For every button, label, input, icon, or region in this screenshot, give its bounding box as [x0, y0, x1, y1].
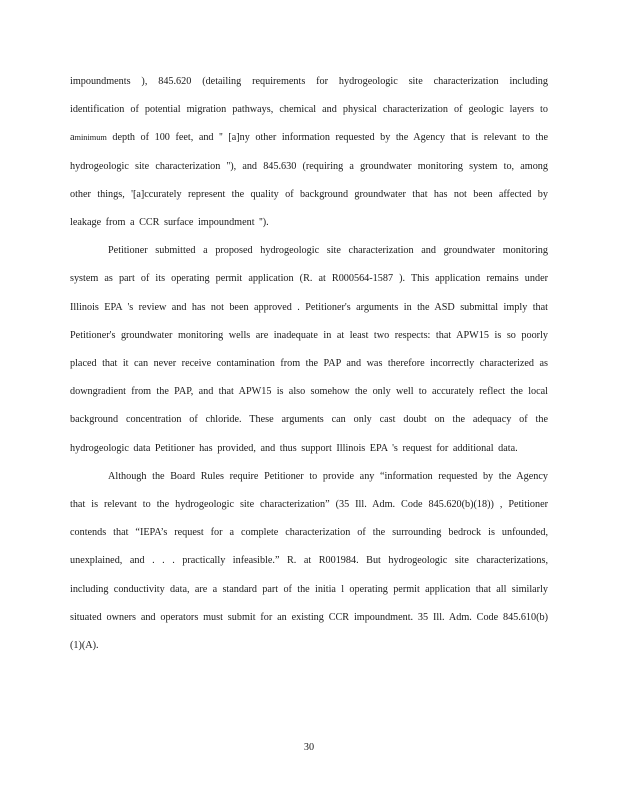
page-body: [70, 68, 548, 660]
paragraph-1-part-a: impoundments ), 845.620 (detailing requirements for hydrogeologic site characterization including identification of potential migration pathways, chemical and physical characterization of geologic layers to a: [70, 76, 548, 144]
paragraph-1-minimum-term: minimum: [74, 133, 107, 143]
paragraph-2: Petitioner submitted a proposed hydrogeologic site characterization and groundwater monitoring system as part of its operating permit application (R. at R000564-1587 ). This application remains under Illinois EPA 's review and has not been approved . Petitioner's arguments in the ASD submittal imply that Petitioner's groundwater monitoring wells are inadequate in at least two respects: that APW15 is so poorly placed that it can never receive contamination from the PAP and was therefore incorrectly characterized as downgradient from the PAP, and that APW15 is also somehow the only well to accurately reflect the local background concentration of chloride. These arguments can only cast doubt on the adequacy of the hydrogeologic data Petitioner has provided, and thus support Illinois EPA 's request for additional data.: [70, 245, 548, 454]
page-number: 30: [303, 742, 315, 753]
paragraph-1: [70, 68, 548, 237]
paragraph-3: Although the Board Rules require Petitioner to provide any “information requested by the Agency that is relevant to the hydrogeologic site characterization” (35 Ill. Adm. Code 845.620(b)(18)) , Petitioner contends that “IEPA’s request for a complete characterization of the surrounding bedrock is unfounded, unexplained, and . . . practically infeasible.” R. at R001984. But hydrogeologic site characterizations, including conductivity data, are a standard part of the initia l operating permit application that all similarly situated owners and operators must submit for an existing CCR impoundment. 35 Ill. Adm. Code 845.610(b)(1)(A).: [70, 470, 548, 652]
paragraph-1-part-b: depth of 100 feet, and '' [a]ny other information requested by the Agency that is relevant to the hydrogeologic site characterization ''), and 845.630 (requiring a groundwater monitoring system to, among other things, '[a]ccurately represent the quality of background groundwater that has not been affected by leakage from a CCR surface impoundment '').: [70, 132, 548, 229]
